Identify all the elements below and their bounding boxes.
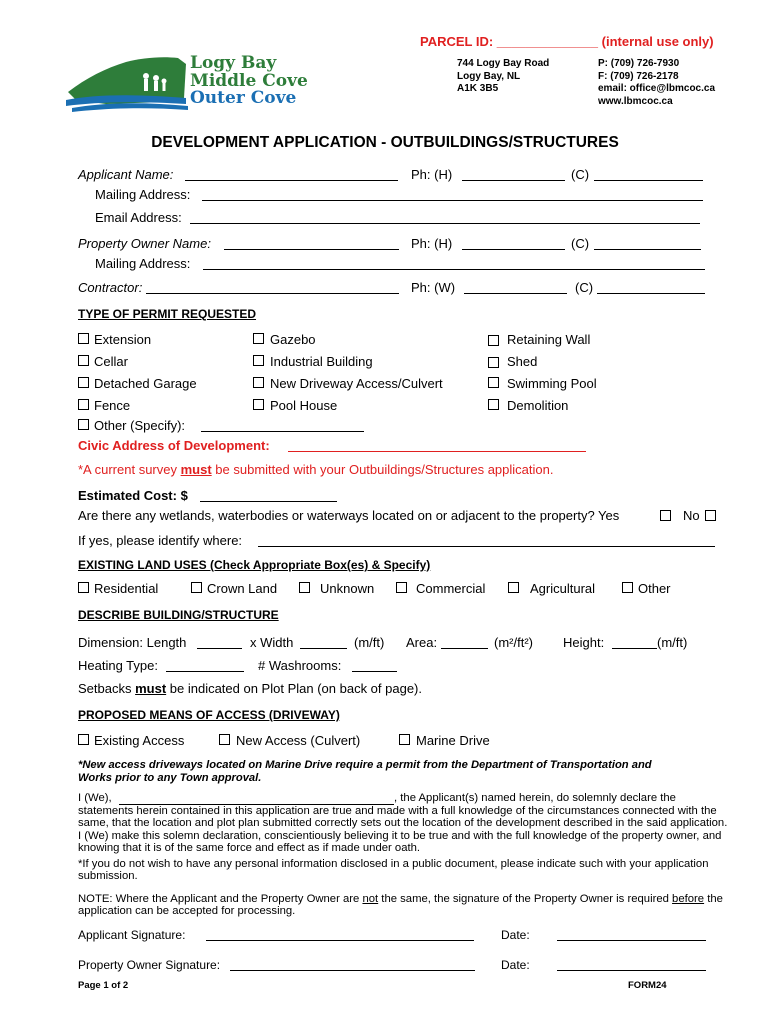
washrooms-field[interactable] [352, 671, 397, 672]
width-label: x Width [250, 635, 294, 650]
cellar-checkbox[interactable] [78, 355, 89, 366]
cellar-label: Cellar [94, 354, 128, 369]
heating-type-field[interactable] [166, 671, 244, 672]
existing-access-checkbox[interactable] [78, 734, 89, 745]
setbacks-post: be indicated on Plot Plan (on back of page). [166, 681, 422, 696]
agricultural-label: Agricultural [530, 581, 596, 596]
pool-house-checkbox[interactable] [253, 399, 264, 410]
estimated-cost-label [78, 488, 188, 503]
owner-mailing-label: Mailing Address: [95, 256, 191, 271]
declaration-i-we: I (We), [78, 792, 112, 804]
industrial-building-checkbox[interactable] [253, 355, 264, 366]
owner-date-field[interactable] [557, 970, 706, 971]
estimated-cost-text: Estimated Cost: [78, 488, 177, 503]
privacy-note: *If you do not wish to have any personal information disclosed in a public document, please indicate such with your application submission. [78, 858, 709, 883]
crown-land-checkbox[interactable] [191, 582, 202, 593]
address-line: 744 Logy Bay Road [457, 58, 550, 69]
contractor-ph-c-label: (C) [575, 280, 594, 295]
land-uses-heading: EXISTING LAND USES (Check Appropriate Box(es) & Specify) [78, 558, 431, 572]
declaration-body: statements herein contained in this application are true and made with a full knowledge of the circumstances connected with the same, that the location and plot plan submitted correctly sets out the location of the development described in the said application. I (We) make this solemn declaration, conscientiously believing it to be true and with the full knowledge of the property owner, and knowing that it is of the same force and effect as if made under oath. [78, 805, 728, 855]
address-line: A1K 3B5 [457, 83, 499, 94]
area-field[interactable] [441, 648, 488, 649]
contractor-label: Contractor: [78, 280, 143, 295]
unknown-checkbox[interactable] [299, 582, 310, 593]
fax-number: F: (709) 726-2178 [598, 70, 679, 82]
fence-checkbox[interactable] [78, 399, 89, 410]
survey-note-must: must [180, 462, 212, 477]
marine-drive-note [78, 759, 728, 784]
survey-note-post: be submitted with your Outbuildings/Structures application. [211, 462, 554, 477]
agricultural-checkbox[interactable] [508, 582, 519, 593]
office-address [457, 58, 549, 96]
detached-garage-checkbox[interactable] [78, 377, 89, 388]
contractor-name-field[interactable] [146, 293, 399, 294]
dollar-sign: $ [180, 488, 188, 503]
crown-land-label: Crown Land [207, 581, 278, 596]
owner-ph-c-label: (C) [571, 236, 590, 251]
applicant-email-field[interactable] [190, 223, 700, 224]
logo-line-1: Logy Bay [190, 53, 277, 73]
note-pre: NOTE: Where the Applicant and the Property Owner are [78, 893, 363, 905]
contractor-ph-w-label: Ph: (W) [411, 280, 456, 295]
estimated-cost-field[interactable] [200, 501, 337, 502]
applicant-signature-label: Applicant Signature: [78, 928, 186, 942]
demolition-label: Demolition [507, 398, 569, 413]
contractor-cell-phone-field[interactable] [597, 293, 705, 294]
note-not: not [362, 893, 379, 905]
other-permit-field[interactable] [201, 431, 364, 432]
survey-note [78, 462, 553, 477]
marine-drive-note-line-2: Works prior to any Town approval. [78, 771, 262, 784]
owner-ph-h-label: Ph: (H) [411, 236, 453, 251]
owner-name-label: Property Owner Name: [78, 236, 211, 251]
survey-note-pre: *A current survey [78, 462, 181, 477]
residential-checkbox[interactable] [78, 582, 89, 593]
area-unit: (m²/ft²) [494, 635, 533, 650]
marine-drive-checkbox[interactable] [399, 734, 410, 745]
note-post: the application can be accepted for processing. [78, 893, 723, 918]
shed-label: Shed [507, 354, 538, 369]
industrial-building-label: Industrial Building [270, 354, 373, 369]
applicant-signature-field[interactable] [206, 940, 474, 941]
setbacks-note [78, 681, 422, 696]
owner-name-field[interactable] [224, 249, 399, 250]
new-driveway-checkbox[interactable] [253, 377, 264, 388]
width-field[interactable] [300, 648, 347, 649]
other-land-use-label: Other [638, 581, 671, 596]
extension-label: Extension [94, 332, 152, 347]
owner-signature-label: Property Owner Signature: [78, 958, 221, 972]
wetlands-yes-checkbox[interactable] [660, 510, 671, 521]
other-permit-label: Other (Specify): [94, 418, 186, 433]
applicant-mailing-label: Mailing Address: [95, 187, 191, 202]
height-field[interactable] [612, 648, 657, 649]
swimming-pool-label: Swimming Pool [507, 376, 597, 391]
owner-signature-note [78, 893, 728, 918]
washrooms-label: # Washrooms: [258, 658, 342, 673]
office-contact [598, 58, 715, 108]
marine-drive-label: Marine Drive [416, 733, 490, 748]
owner-mailing-field[interactable] [203, 269, 705, 270]
unknown-label: Unknown [320, 581, 375, 596]
note-before: before [672, 893, 705, 905]
setbacks-pre: Setbacks [78, 681, 136, 696]
owner-cell-phone-field[interactable] [594, 249, 701, 250]
note-mid: the same, the signature of the Property Owner is required [378, 893, 673, 905]
applicant-date-label: Date: [501, 928, 530, 942]
phone-number: P: (709) 726-7930 [598, 58, 680, 69]
new-access-checkbox[interactable] [219, 734, 230, 745]
other-permit-checkbox[interactable] [78, 419, 89, 430]
form-number: FORM24 [628, 980, 667, 991]
new-access-label: New Access (Culvert) [236, 733, 361, 748]
parcel-id-label: PARCEL ID: ______________ (internal use only) [420, 34, 714, 49]
gazebo-label: Gazebo [270, 332, 316, 347]
fence-label: Fence [94, 398, 131, 413]
length-label: Dimension: Length [78, 635, 187, 650]
wetlands-no-label: No [683, 508, 700, 523]
owner-date-label: Date: [501, 958, 530, 972]
applicant-mailing-field[interactable] [202, 200, 703, 201]
height-label: Height: [563, 635, 605, 650]
civic-address-label: Civic Address of Development: [78, 438, 270, 453]
applicant-name-label: Applicant Name: [78, 167, 174, 182]
civic-address-field[interactable] [288, 451, 586, 452]
applicant-cell-phone-field[interactable] [594, 180, 703, 181]
owner-signature-field[interactable] [230, 970, 475, 971]
commercial-checkbox[interactable] [396, 582, 407, 593]
applicant-date-field[interactable] [557, 940, 706, 941]
logo-line-2: Middle Cove [190, 70, 308, 91]
demolition-checkbox[interactable] [488, 399, 499, 410]
identify-where-label: If yes, please identify where: [78, 533, 243, 548]
swimming-pool-checkbox[interactable] [488, 377, 499, 388]
width-unit: (m/ft) [354, 635, 385, 650]
gazebo-checkbox[interactable] [253, 333, 264, 344]
marine-drive-note-line-1: *New access driveways located on Marine Drive require a permit from the Department of Transportation and [78, 759, 652, 771]
logo-text [190, 55, 308, 108]
form-title: DEVELOPMENT APPLICATION - OUTBUILDINGS/STRUCTURES [151, 134, 619, 151]
retaining-wall-label: Retaining Wall [507, 332, 591, 347]
applicant-home-phone-field[interactable] [462, 180, 565, 181]
other-land-use-checkbox[interactable] [622, 582, 633, 593]
permit-type-heading: TYPE OF PERMIT REQUESTED [78, 307, 257, 321]
extension-checkbox[interactable] [78, 333, 89, 344]
area-label: Area: [406, 635, 438, 650]
applicant-email-label: Email Address: [95, 210, 182, 225]
applicant-name-field[interactable] [185, 180, 398, 181]
setbacks-must: must [135, 681, 167, 696]
page-number: Page 1 of 2 [78, 980, 129, 991]
applicant-ph-c-label: (C) [571, 167, 590, 182]
website: www.lbmcoc.ca [598, 95, 673, 107]
heating-type-label: Heating Type: [78, 658, 158, 673]
wetlands-question: Are there any wetlands, waterbodies or waterways located on or adjacent to the property? Yes [78, 508, 620, 523]
describe-building-heading: DESCRIBE BUILDING/STRUCTURE [78, 608, 279, 622]
contractor-work-phone-field[interactable] [464, 293, 567, 294]
applicant-ph-h-label: Ph: (H) [411, 167, 453, 182]
shed-checkbox[interactable] [488, 357, 499, 368]
owner-home-phone-field[interactable] [462, 249, 565, 250]
access-heading: PROPOSED MEANS OF ACCESS (DRIVEWAY) [78, 708, 340, 722]
email-address: email: office@lbmcoc.ca [598, 83, 716, 94]
wetlands-no-checkbox[interactable] [705, 510, 716, 521]
detached-garage-label: Detached Garage [94, 376, 197, 391]
height-unit: (m/ft) [657, 635, 688, 650]
logo-line-3: Outer Cove [190, 88, 297, 108]
declaration-applicant-named: , the Applicant(s) named herein, do solemnly declare the [394, 792, 676, 804]
pool-house-label: Pool House [270, 398, 338, 413]
identify-where-field[interactable] [258, 546, 715, 547]
existing-access-label: Existing Access [94, 733, 185, 748]
length-field[interactable] [197, 648, 242, 649]
retaining-wall-checkbox[interactable] [488, 335, 499, 346]
commercial-label: Commercial [416, 581, 486, 596]
new-driveway-label: New Driveway Access/Culvert [270, 376, 443, 391]
address-line: Logy Bay, NL [457, 70, 521, 82]
residential-label: Residential [94, 581, 159, 596]
